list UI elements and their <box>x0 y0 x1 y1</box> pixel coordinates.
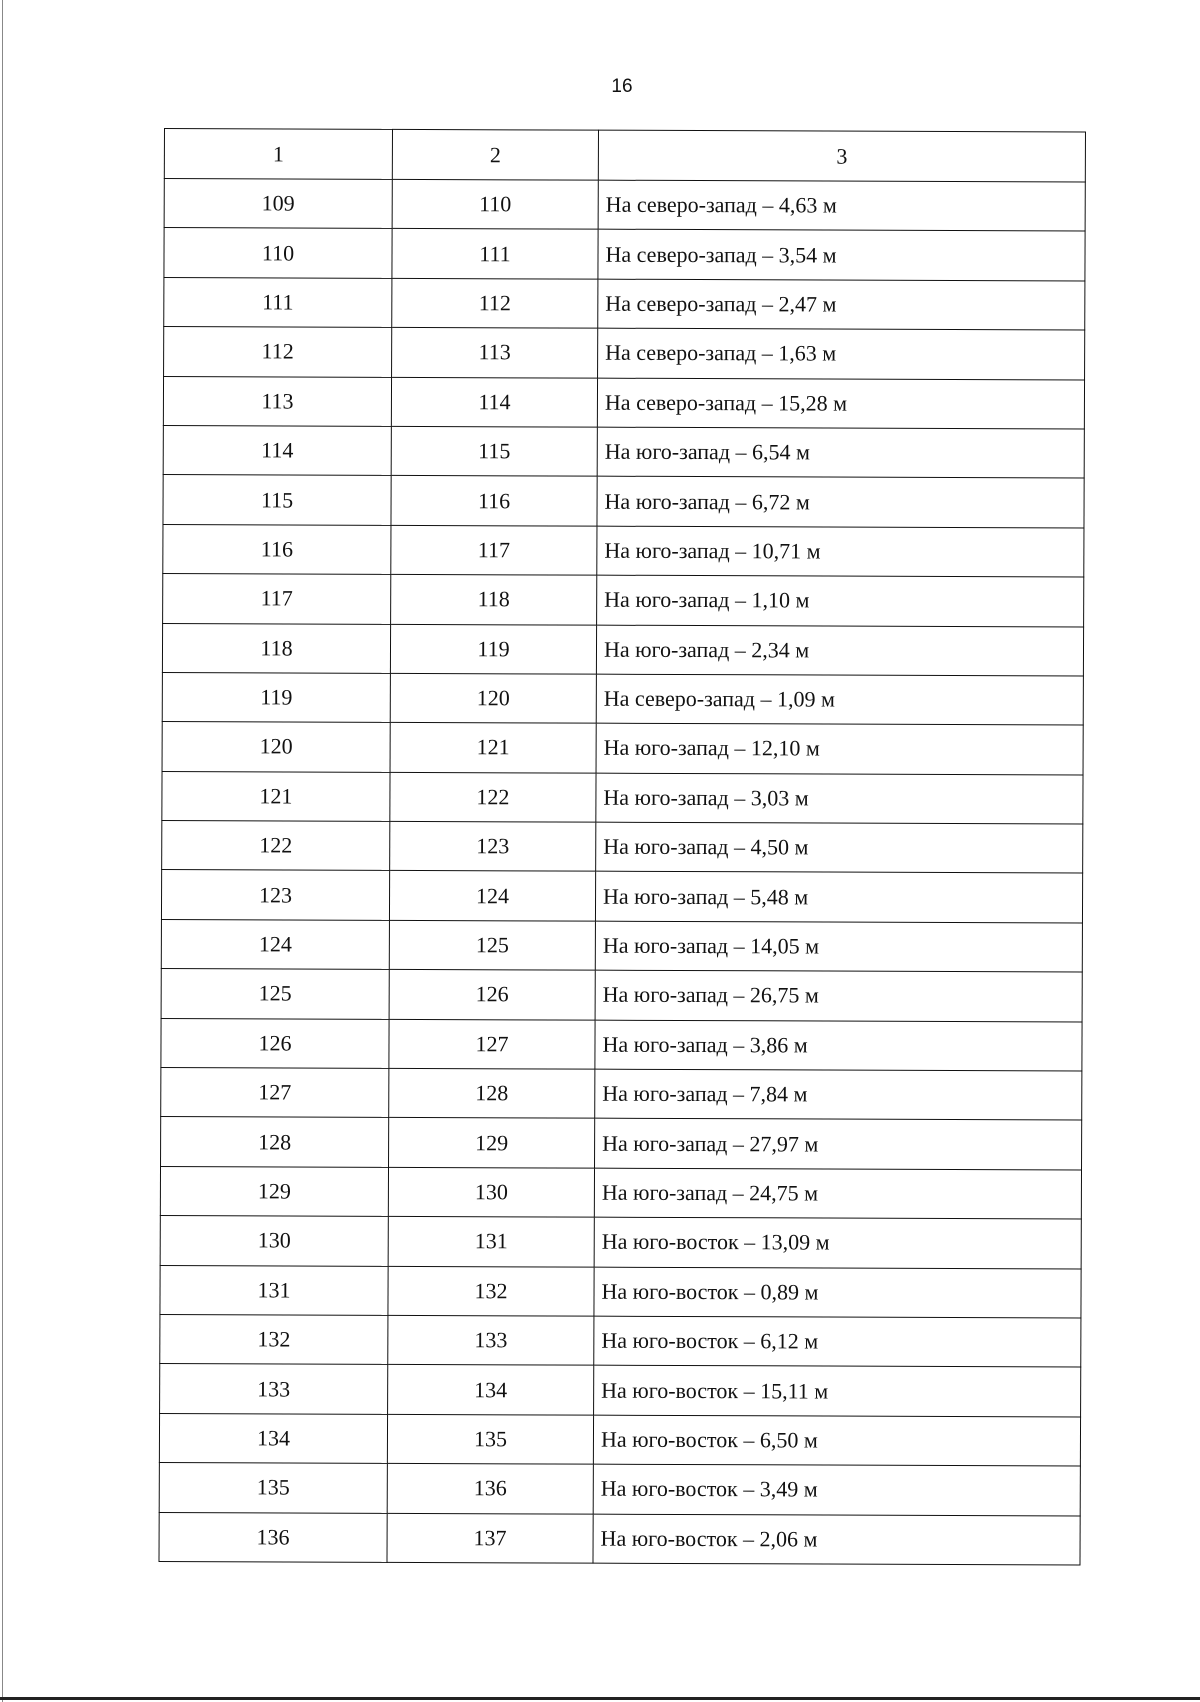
table-row <box>160 1216 1081 1269</box>
to-point-cell: 114 <box>391 377 597 427</box>
to-point-cell: 128 <box>389 1068 595 1118</box>
table-row <box>162 771 1083 824</box>
direction-distance-cell: На юго-запад – 6,54 м <box>597 427 1084 478</box>
table-row <box>162 623 1083 676</box>
table-body <box>159 129 1085 1565</box>
to-point-cell: 117 <box>391 525 597 575</box>
direction-distance-cell: На юго-запад – 14,05 м <box>595 921 1082 972</box>
to-point-cell: 112 <box>392 278 598 328</box>
to-point-cell: 113 <box>392 328 598 378</box>
direction-distance-cell: На юго-восток – 13,09 м <box>594 1217 1081 1268</box>
to-point-cell: 116 <box>391 476 597 526</box>
to-point-cell: 126 <box>389 970 595 1020</box>
header-cell-3: 3 <box>598 130 1085 182</box>
to-point-cell: 134 <box>388 1365 594 1415</box>
from-point-cell: 120 <box>162 722 390 772</box>
from-point-cell: 131 <box>160 1265 388 1315</box>
table-row <box>160 1364 1081 1417</box>
direction-distance-cell: На юго-запад – 3,86 м <box>595 1020 1082 1071</box>
direction-distance-cell: На юго-запад – 4,50 м <box>596 822 1083 873</box>
table-row <box>161 1117 1082 1170</box>
from-point-cell: 117 <box>163 574 391 624</box>
to-point-cell: 137 <box>387 1513 593 1563</box>
table-row <box>163 425 1084 478</box>
to-point-cell: 124 <box>389 871 595 921</box>
from-point-cell: 112 <box>164 327 392 377</box>
direction-distance-cell: На северо-запад – 4,63 м <box>598 180 1085 231</box>
table-row <box>161 969 1082 1022</box>
direction-distance-cell: На юго-запад – 7,84 м <box>595 1069 1082 1120</box>
from-point-cell: 116 <box>163 524 391 574</box>
direction-distance-cell: На юго-запад – 10,71 м <box>597 526 1084 577</box>
scan-left-edge <box>2 0 3 1702</box>
boundary-points-table <box>158 128 1085 1565</box>
from-point-cell: 136 <box>159 1512 387 1562</box>
direction-distance-cell: На северо-запад – 3,54 м <box>598 230 1085 281</box>
from-point-cell: 121 <box>162 771 390 821</box>
direction-distance-cell: На юго-запад – 27,97 м <box>595 1119 1082 1170</box>
to-point-cell: 119 <box>390 624 596 674</box>
to-point-cell: 136 <box>387 1464 593 1514</box>
table-container <box>158 128 1085 1565</box>
direction-distance-cell: На юго-запад – 2,34 м <box>596 625 1083 676</box>
direction-distance-cell: На юго-восток – 15,11 м <box>594 1366 1081 1417</box>
table-row <box>163 524 1084 577</box>
table-row <box>161 870 1082 923</box>
from-point-cell: 114 <box>163 425 391 475</box>
from-point-cell: 122 <box>162 821 390 871</box>
to-point-cell: 130 <box>388 1167 594 1217</box>
direction-distance-cell: На юго-запад – 3,03 м <box>596 773 1083 824</box>
table-row <box>159 1413 1080 1466</box>
from-point-cell: 134 <box>159 1413 387 1463</box>
table-row <box>163 376 1084 429</box>
from-point-cell: 115 <box>163 475 391 525</box>
from-point-cell: 109 <box>164 179 392 229</box>
table-row <box>161 919 1082 972</box>
from-point-cell: 123 <box>161 870 389 920</box>
direction-distance-cell: На северо-запад – 1,63 м <box>598 328 1085 379</box>
table-row <box>162 672 1083 725</box>
table-row <box>164 179 1085 232</box>
table-row <box>160 1314 1081 1367</box>
table-row <box>164 327 1085 380</box>
to-point-cell: 118 <box>391 574 597 624</box>
to-point-cell: 121 <box>390 723 596 773</box>
direction-distance-cell: На северо-запад – 2,47 м <box>598 279 1085 330</box>
to-point-cell: 133 <box>388 1315 594 1365</box>
from-point-cell: 135 <box>159 1463 387 1513</box>
table-row <box>161 1018 1082 1071</box>
from-point-cell: 125 <box>161 969 389 1019</box>
direction-distance-cell: На юго-запад – 5,48 м <box>595 872 1082 923</box>
to-point-cell: 123 <box>390 821 596 871</box>
from-point-cell: 132 <box>160 1314 388 1364</box>
table-row <box>159 1512 1080 1565</box>
to-point-cell: 127 <box>389 1019 595 1069</box>
from-point-cell: 133 <box>160 1364 388 1414</box>
direction-distance-cell: На юго-запад – 1,10 м <box>597 575 1084 626</box>
direction-distance-cell: На юго-восток – 6,12 м <box>594 1316 1081 1367</box>
from-point-cell: 130 <box>160 1216 388 1266</box>
to-point-cell: 132 <box>388 1266 594 1316</box>
direction-distance-cell: На юго-запад – 26,75 м <box>595 970 1082 1021</box>
direction-distance-cell: На юго-запад – 12,10 м <box>596 723 1083 774</box>
table-row <box>163 475 1084 528</box>
table-row <box>159 1463 1080 1516</box>
from-point-cell: 124 <box>161 919 389 969</box>
scan-bottom-edge <box>0 1697 1200 1700</box>
header-cell-1: 1 <box>164 129 392 180</box>
to-point-cell: 115 <box>391 426 597 476</box>
from-point-cell: 127 <box>161 1068 389 1118</box>
direction-distance-cell: На юго-восток – 2,06 м <box>593 1514 1080 1565</box>
from-point-cell: 119 <box>162 672 390 722</box>
table-row <box>163 574 1084 627</box>
table-row <box>162 821 1083 874</box>
to-point-cell: 125 <box>389 920 595 970</box>
table-row <box>164 228 1085 281</box>
from-point-cell: 129 <box>160 1166 388 1216</box>
from-point-cell: 113 <box>163 376 391 426</box>
table-header-row <box>164 129 1085 183</box>
from-point-cell: 110 <box>164 228 392 278</box>
table-row <box>160 1166 1081 1219</box>
direction-distance-cell: На северо-запад – 15,28 м <box>597 378 1084 429</box>
to-point-cell: 122 <box>390 772 596 822</box>
to-point-cell: 120 <box>390 673 596 723</box>
table-row <box>160 1265 1081 1318</box>
table-row <box>164 277 1085 330</box>
direction-distance-cell: На юго-восток – 6,50 м <box>593 1415 1080 1466</box>
from-point-cell: 118 <box>162 623 390 673</box>
from-point-cell: 128 <box>161 1117 389 1167</box>
to-point-cell: 129 <box>389 1118 595 1168</box>
from-point-cell: 126 <box>161 1018 389 1068</box>
direction-distance-cell: На юго-запад – 6,72 м <box>597 477 1084 528</box>
to-point-cell: 135 <box>387 1414 593 1464</box>
page-number: 16 <box>611 76 633 97</box>
direction-distance-cell: На северо-запад – 1,09 м <box>596 674 1083 725</box>
table-row <box>161 1068 1082 1121</box>
direction-distance-cell: На юго-запад – 24,75 м <box>594 1168 1081 1219</box>
table-row <box>162 722 1083 775</box>
direction-distance-cell: На юго-восток – 3,49 м <box>593 1464 1080 1515</box>
to-point-cell: 131 <box>388 1217 594 1267</box>
to-point-cell: 110 <box>392 179 598 229</box>
header-cell-2: 2 <box>392 129 598 180</box>
from-point-cell: 111 <box>164 277 392 327</box>
direction-distance-cell: На юго-восток – 0,89 м <box>594 1267 1081 1318</box>
to-point-cell: 111 <box>392 229 598 279</box>
